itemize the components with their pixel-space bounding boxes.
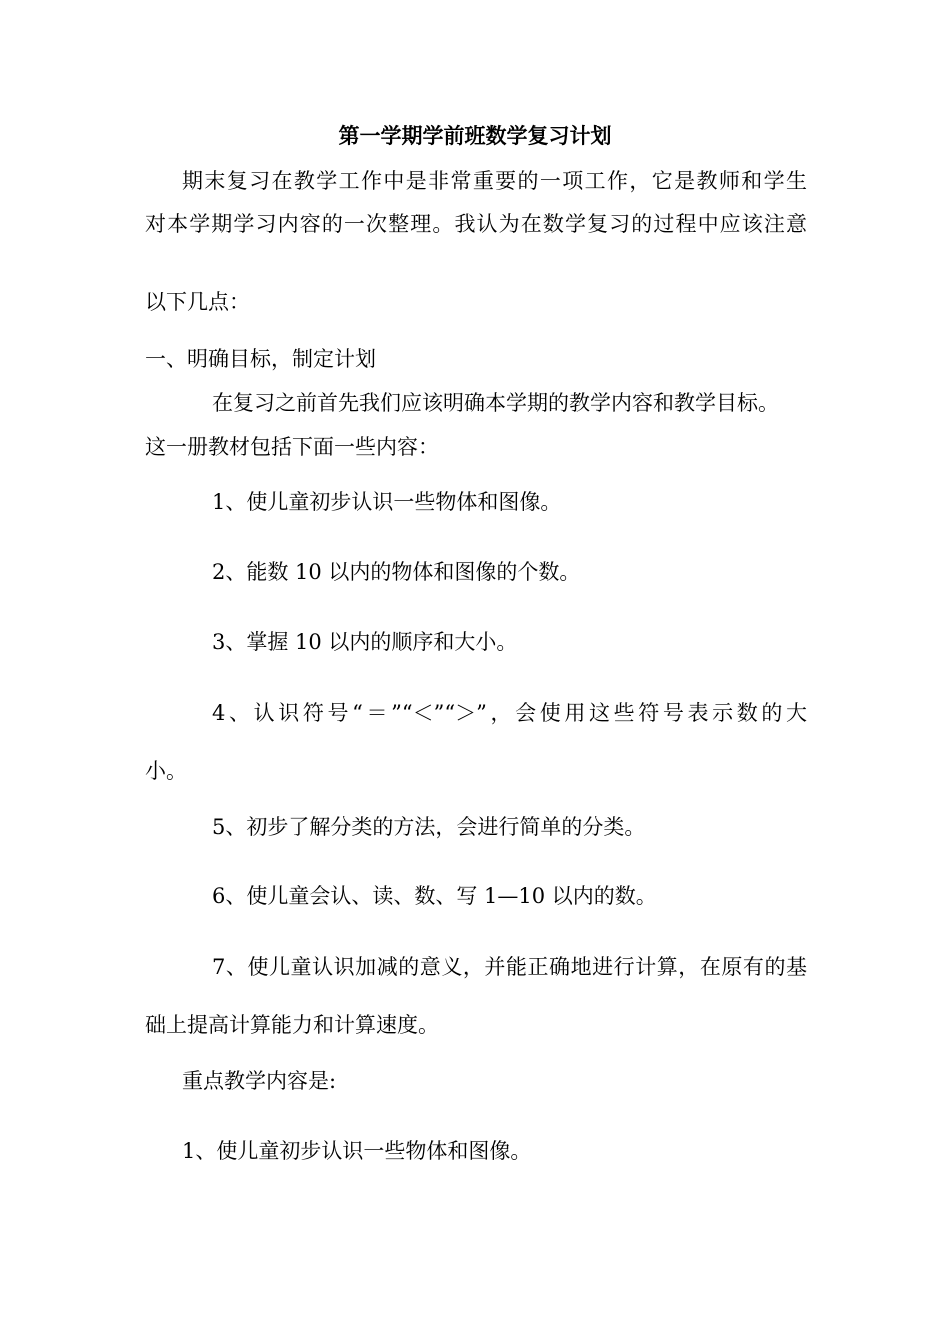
key-content-item: 1、使儿童初步认识一些物体和图像。 bbox=[182, 1139, 532, 1163]
intro-line-2: 对本学期学习内容的一次整理。我认为在数学复习的过程中应该注意 bbox=[145, 212, 807, 236]
list-item: 6、使儿童会认、读、数、写 1—10 以内的数。 bbox=[212, 884, 657, 908]
intro-line-3: 以下几点： bbox=[145, 290, 250, 314]
document-title: 第一学期学前班数学复习计划 bbox=[338, 123, 612, 148]
list-item: 1、使儿童初步认识一些物体和图像。 bbox=[212, 490, 562, 514]
list-item: 7、使儿童认识加减的意义，并能正确地进行计算，在原有的基 bbox=[212, 955, 807, 979]
section-paragraph-line-1: 在复习之前首先我们应该明确本学期的教学内容和教学目标。 bbox=[212, 391, 779, 415]
list-item-continuation: 小。 bbox=[145, 759, 187, 783]
section-heading: 一、明确目标，制定计划 bbox=[145, 347, 376, 371]
list-item-continuation: 础上提高计算能力和计算速度。 bbox=[145, 1013, 439, 1037]
list-item: 4、认识符号“＝”“＜”“＞”，会使用这些符号表示数的大 bbox=[212, 701, 807, 725]
section-paragraph-line-2: 这一册教材包括下面一些内容： bbox=[145, 435, 439, 459]
list-item: 3、掌握 10 以内的顺序和大小。 bbox=[212, 630, 518, 654]
key-content-heading: 重点教学内容是: bbox=[182, 1069, 337, 1093]
list-item: 5、初步了解分类的方法，会进行简单的分类。 bbox=[212, 815, 646, 839]
list-item: 2、能数 10 以内的物体和图像的个数。 bbox=[212, 560, 581, 584]
intro-line-1: 期末复习在教学工作中是非常重要的一项工作，它是教师和学生 bbox=[182, 169, 807, 193]
